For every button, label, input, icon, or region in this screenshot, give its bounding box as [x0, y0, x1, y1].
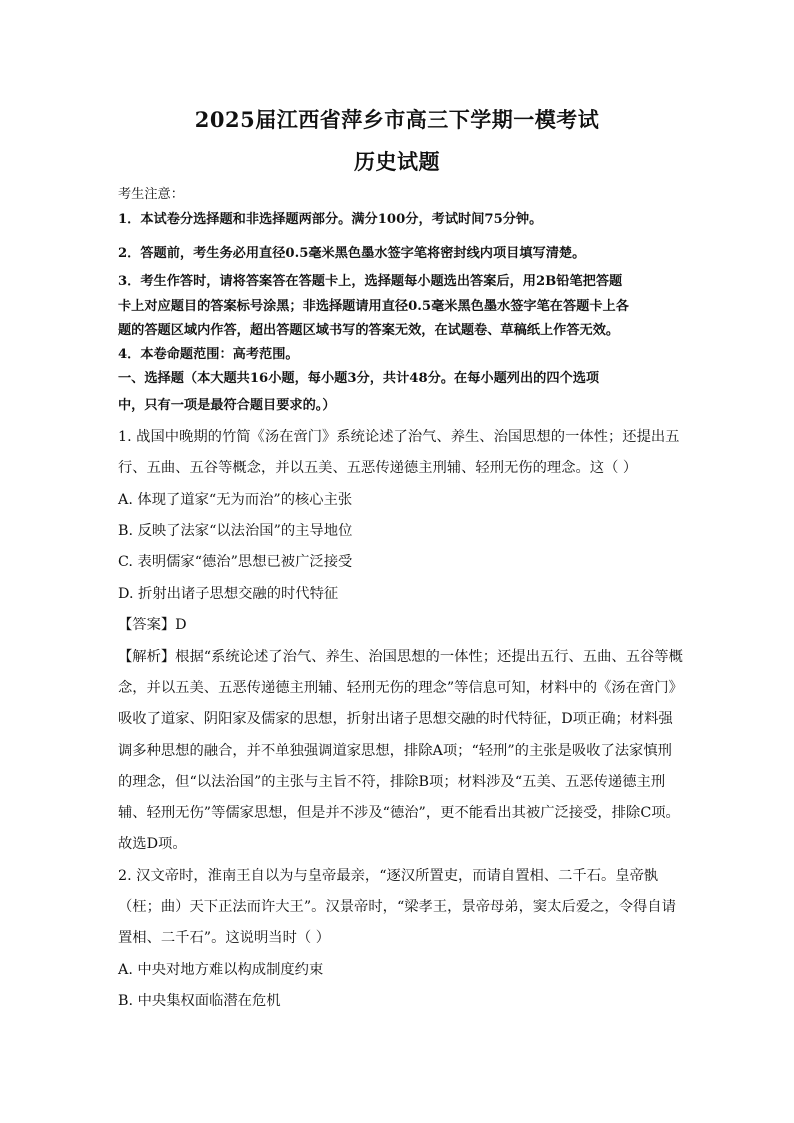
q1-answer: 【答案】D [118, 617, 187, 633]
q1-analysis-line: 辅、轻刑无伤”等儒家思想，但是并不涉及“德治”，更不能看出其被广泛接受，排除C项。 [118, 805, 680, 821]
notice-item-1: 1．本试卷分选择题和非选择题两部分。满分100分，考试时间75分钟。 [118, 212, 543, 227]
section-heading: 一、选择题（本大题共16小题，每小题3分，共计48分。在每小题列出的四个选项 [118, 371, 600, 386]
notice-item-2: 2．答题前，考生务必用直径0.5毫米黑色墨水签字笔将密封线内项目填写清楚。 [118, 246, 586, 261]
q1-stem-cont: 行、五曲、五谷等概念，并以五美、五恶传递德主刑辅、轻刑无伤的理念。这（ ） [118, 460, 638, 476]
q1-option-d: D. 折射出诸子思想交融的时代特征 [118, 586, 339, 602]
q1-analysis-line: 念，并以五美、五恶传递德主刑辅、轻刑无伤的理念”等信息可知，材料中的《汤在啻门》 [118, 680, 683, 696]
q1-analysis-line: 【解析】根据“系统论述了治气、养生、治国思想的一体性；还提出五行、五曲、五谷等概 [118, 649, 683, 665]
notice-item-3-cont-2: 题的答题区域内作答，超出答题区域书写的答案无效，在试题卷、草稿纸上作答无效。 [118, 323, 620, 338]
document-title: 2025届江西省萍乡市高三下学期一模考试 [194, 107, 600, 132]
notice-item-3: 3．考生作答时，请将答案答在答题卡上，选择题每小题选出答案后，用2B铅笔把答题 [118, 274, 623, 289]
q2-stem: 2. 汉文帝时，淮南王自以为与皇帝最亲，“逐汉所置吏，而请自置相、二千石。皇帝骫 [118, 868, 659, 884]
q1-analysis-line: 故选D项。 [118, 836, 187, 852]
q1-analysis-line: 吸收了道家、阴阳家及儒家的思想，折射出诸子思想交融的时代特征，D项正确；材料强 [118, 711, 673, 727]
section-heading-cont: 中，只有一项是最符合题目要求的。） [118, 398, 336, 413]
q1-option-b: B. 反映了法家“以法治国”的主导地位 [118, 523, 353, 539]
q1-analysis-line: 调多种思想的融合，并不单独强调道家思想，排除A项；“轻刑”的主张是吸收了法家慎刑 [118, 743, 672, 759]
q1-analysis-line: 的理念，但“以法治国”的主张与主旨不符，排除B项；材料涉及“五美、五恶传递德主刑 [118, 774, 666, 790]
q1-option-a: A. 体现了道家“无为而治”的核心主张 [118, 492, 353, 508]
q2-option-a: A. 中央对地方难以构成制度约束 [118, 962, 324, 978]
q1-stem: 1. 战国中晚期的竹简《汤在啻门》系统论述了治气、养生、治国思想的一体性；还提出五 [118, 429, 680, 445]
q1-option-c: C. 表明儒家“德治”思想已被广泛接受 [118, 554, 353, 570]
notice-item-4: 4．本卷命题范围：高考范围。 [118, 347, 299, 362]
q2-stem-cont: 置相、二千石”。这说明当时（ ） [118, 930, 331, 946]
document-subtitle: 历史试题 [354, 149, 440, 174]
notice-header: 考生注意： [118, 187, 184, 202]
notice-item-3-cont-1: 卡上对应题目的答案标号涂黑；非选择题请用直径0.5毫米黑色墨水签字笔在答题卡上各 [118, 299, 629, 314]
q2-option-b: B. 中央集权面临潜在危机 [118, 993, 281, 1009]
q2-stem-cont: （枉；曲）天下正法而许大王”。汉景帝时，“梁孝王，景帝母弟，窦太后爱之，令得自请 [118, 899, 676, 915]
